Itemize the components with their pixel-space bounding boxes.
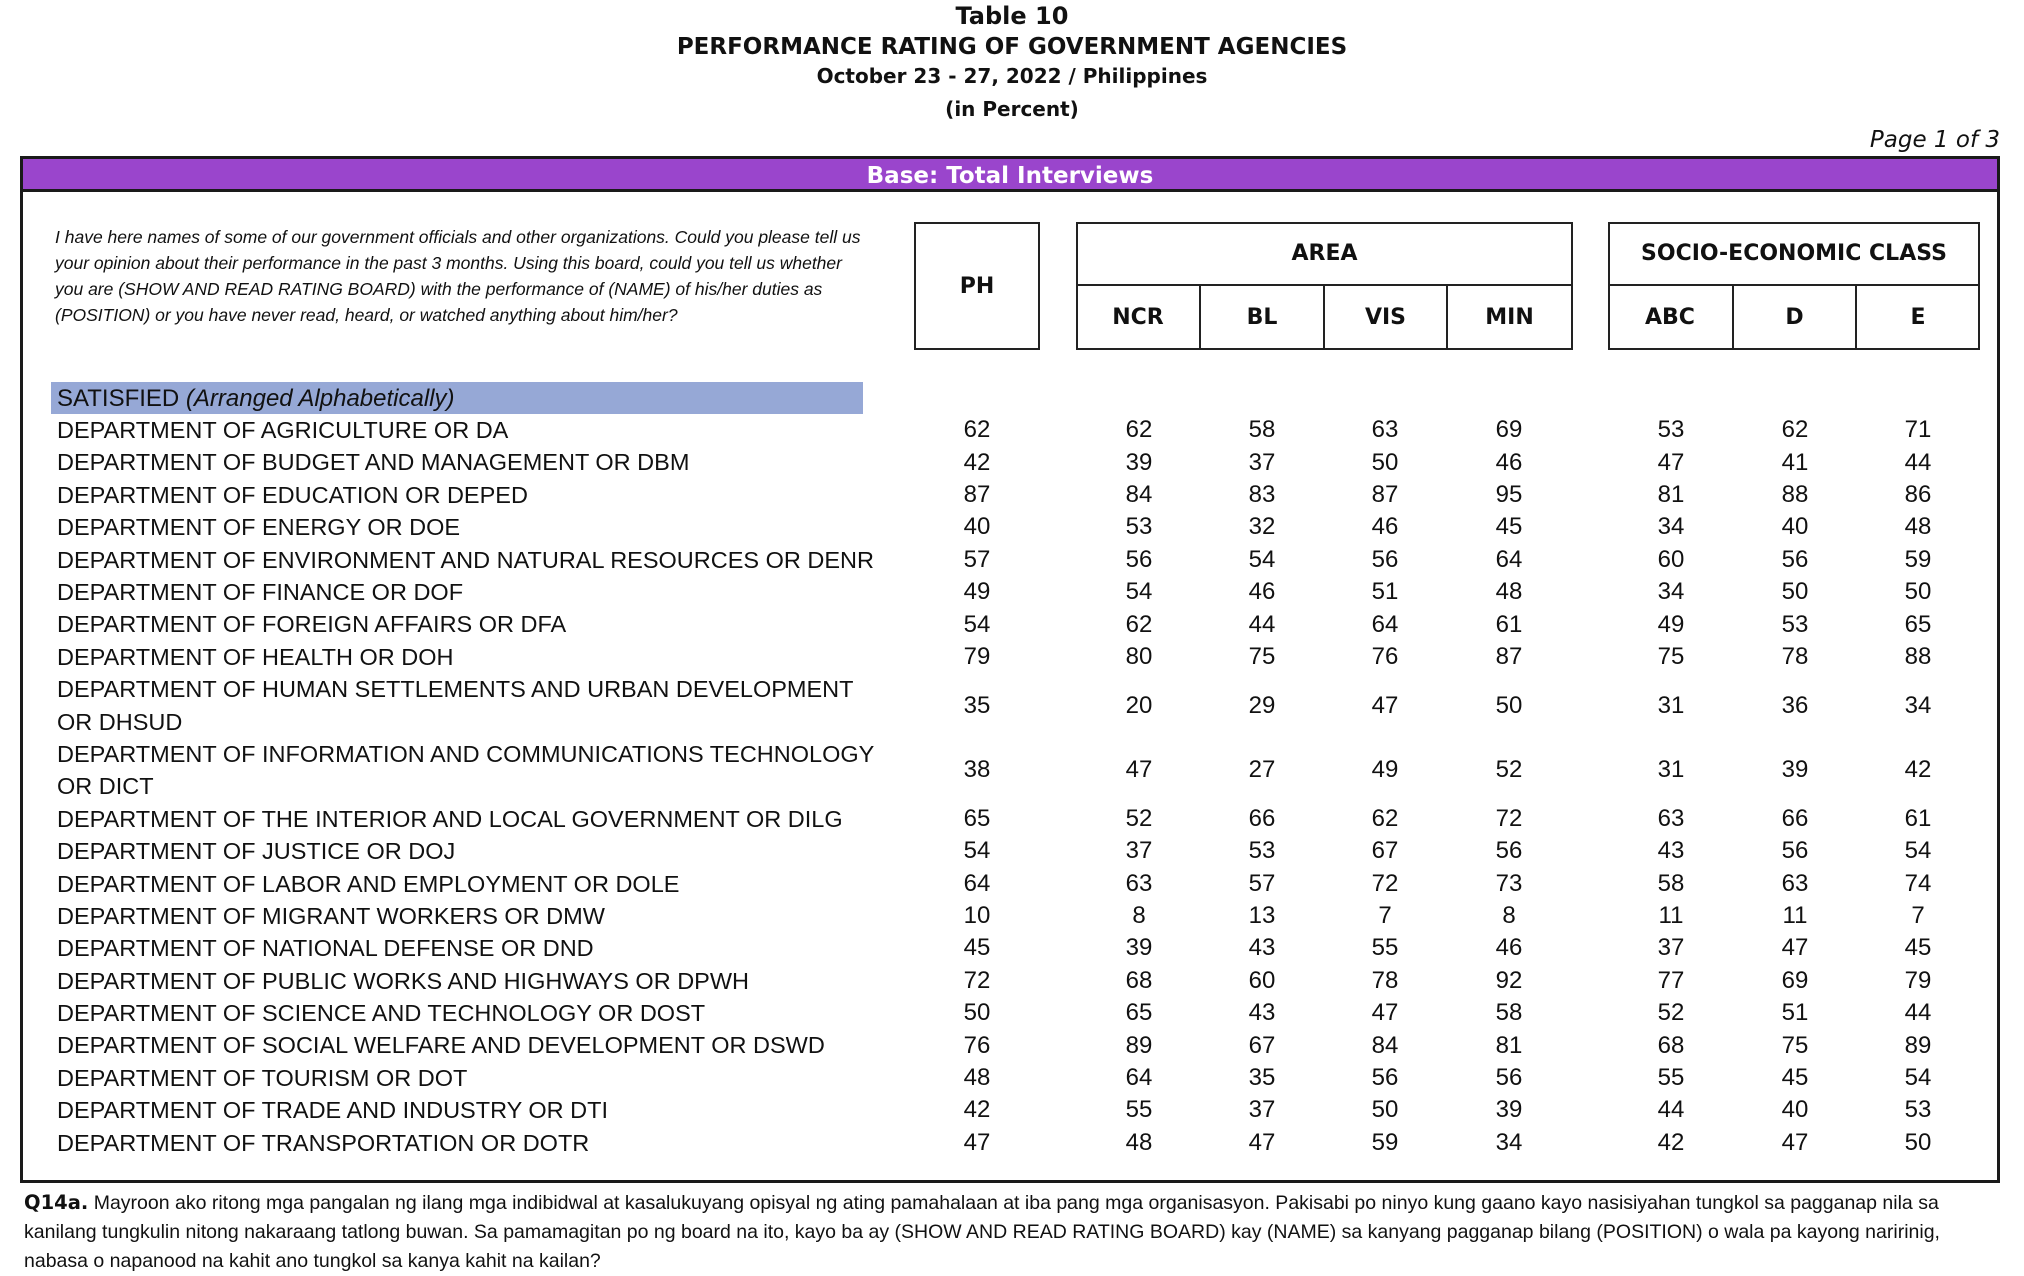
value-cell: 92 (1495, 966, 1523, 994)
value-cell: 87 (963, 480, 991, 508)
row-label: DEPARTMENT OF JUSTICE OR DOJ (57, 838, 456, 865)
value-cell: 66 (1248, 804, 1276, 832)
value-cell: 86 (1904, 480, 1932, 508)
row-label: DEPARTMENT OF THE INTERIOR AND LOCAL GOVERNMENT OR DILG (57, 805, 843, 832)
value-cell: 50 (1495, 691, 1523, 719)
row-label: DEPARTMENT OF EDUCATION OR DEPED (57, 481, 528, 508)
value-cell: 79 (963, 642, 991, 670)
value-cell: 42 (963, 1096, 991, 1124)
table-row (23, 997, 1997, 1029)
value-cell: 44 (1904, 448, 1932, 476)
row-label: DEPARTMENT OF FOREIGN AFFAIRS OR DFA (57, 611, 567, 638)
table-frame (20, 156, 2000, 1183)
value-cell: 61 (1904, 804, 1932, 832)
value-cell: 47 (963, 1128, 991, 1156)
value-cell: 53 (1248, 837, 1276, 865)
row-label: DEPARTMENT OF LABOR AND EMPLOYMENT OR DOLE (57, 870, 680, 897)
value-cell: 50 (1904, 1128, 1932, 1156)
value-cell: 64 (963, 869, 991, 897)
value-cell: 72 (1371, 869, 1399, 897)
footer-question (24, 1188, 2004, 1276)
value-cell: 40 (1781, 1096, 1809, 1124)
table-row (23, 932, 1997, 964)
table-title: PERFORMANCE RATING OF GOVERNMENT AGENCIES (676, 34, 1348, 60)
value-cell: 65 (963, 804, 991, 832)
table-row (23, 641, 1997, 673)
value-cell: 40 (1781, 513, 1809, 541)
value-cell: 49 (1371, 756, 1399, 784)
value-cell: 52 (1495, 756, 1523, 784)
value-cell: 88 (1904, 642, 1932, 670)
value-cell: 54 (1904, 1064, 1932, 1092)
value-cell: 48 (1904, 513, 1932, 541)
value-cell: 35 (1248, 1064, 1276, 1092)
row-label: DEPARTMENT OF TRANSPORTATION OR DOTR (57, 1129, 590, 1156)
value-cell: 54 (1904, 837, 1932, 865)
value-cell: 27 (1248, 756, 1276, 784)
value-cell: 50 (1904, 578, 1932, 606)
value-cell: 59 (1904, 545, 1932, 573)
value-cell: 81 (1657, 480, 1685, 508)
value-cell: 75 (1248, 642, 1276, 670)
value-cell: 51 (1371, 578, 1399, 606)
value-cell: 44 (1904, 999, 1932, 1027)
value-cell: 35 (963, 691, 991, 719)
col-header-d: D (1785, 305, 1804, 330)
value-cell: 64 (1495, 545, 1523, 573)
value-cell: 79 (1904, 966, 1932, 994)
value-cell: 39 (1781, 756, 1809, 784)
value-cell: 53 (1781, 610, 1809, 638)
value-cell: 59 (1371, 1128, 1399, 1156)
col-header-vis: VIS (1364, 305, 1407, 330)
value-cell: 53 (1904, 1096, 1932, 1124)
row-label: DEPARTMENT OF FINANCE OR DOF (57, 578, 464, 605)
value-cell: 69 (1781, 966, 1809, 994)
value-cell: 47 (1125, 756, 1153, 784)
value-cell: 83 (1248, 480, 1276, 508)
value-cell: 67 (1248, 1031, 1276, 1059)
value-cell: 87 (1495, 642, 1523, 670)
value-cell: 62 (1371, 804, 1399, 832)
value-cell: 75 (1781, 1031, 1809, 1059)
table-row (23, 479, 1997, 511)
row-label: DEPARTMENT OF ENVIRONMENT AND NATURAL RESOURCES OR DENR (57, 546, 874, 573)
value-cell: 56 (1495, 837, 1523, 865)
value-cell: 49 (1657, 610, 1685, 638)
value-cell: 54 (963, 610, 991, 638)
value-cell: 7 (1378, 902, 1392, 930)
value-cell: 73 (1495, 869, 1523, 897)
value-cell: 36 (1781, 691, 1809, 719)
value-cell: 43 (1248, 934, 1276, 962)
value-cell: 80 (1125, 642, 1153, 670)
row-label: DEPARTMENT OF ENERGY OR DOE (57, 514, 461, 541)
col-header-min: MIN (1485, 305, 1534, 330)
value-cell: 57 (1248, 869, 1276, 897)
section-satisfied (51, 382, 863, 414)
value-cell: 64 (1125, 1064, 1153, 1092)
value-cell: 39 (1125, 448, 1153, 476)
table-row (23, 900, 1997, 932)
value-cell: 60 (1248, 966, 1276, 994)
value-cell: 50 (963, 999, 991, 1027)
value-cell: 56 (1781, 837, 1809, 865)
value-cell: 46 (1248, 578, 1276, 606)
value-cell: 63 (1781, 869, 1809, 897)
col-header-e: E (1910, 305, 1926, 330)
table-row (23, 544, 1997, 576)
value-cell: 56 (1781, 545, 1809, 573)
value-cell: 34 (1495, 1128, 1523, 1156)
section-note: (Arranged Alphabetically) (185, 385, 455, 412)
value-cell: 69 (1495, 416, 1523, 444)
value-cell: 84 (1125, 480, 1153, 508)
value-cell: 47 (1371, 691, 1399, 719)
value-cell: 50 (1371, 448, 1399, 476)
value-cell: 20 (1125, 691, 1153, 719)
row-label: DEPARTMENT OF TOURISM OR DOT (57, 1064, 468, 1091)
value-cell: 87 (1371, 480, 1399, 508)
table-row (23, 868, 1997, 900)
value-cell: 68 (1125, 966, 1153, 994)
value-cell: 81 (1495, 1031, 1523, 1059)
value-cell: 42 (963, 448, 991, 476)
value-cell: 54 (963, 837, 991, 865)
value-cell: 45 (1495, 513, 1523, 541)
value-cell: 53 (1125, 513, 1153, 541)
value-cell: 31 (1657, 756, 1685, 784)
value-cell: 38 (963, 756, 991, 784)
value-cell: 44 (1657, 1096, 1685, 1124)
value-cell: 56 (1125, 545, 1153, 573)
value-cell: 62 (1781, 416, 1809, 444)
value-cell: 64 (1371, 610, 1399, 638)
value-cell: 58 (1495, 999, 1523, 1027)
value-cell: 88 (1781, 480, 1809, 508)
value-cell: 34 (1657, 513, 1685, 541)
value-cell: 84 (1371, 1031, 1399, 1059)
value-cell: 61 (1495, 610, 1523, 638)
row-label: DEPARTMENT OF BUDGET AND MANAGEMENT OR DBM (57, 449, 690, 476)
value-cell: 52 (1657, 999, 1685, 1027)
value-cell: 76 (1371, 642, 1399, 670)
value-cell: 29 (1248, 691, 1276, 719)
value-cell: 11 (1782, 902, 1808, 930)
value-cell: 66 (1781, 804, 1809, 832)
question-english: I have here names of some of our government officials and other organizations. Could you please tell us your opinion about their performance in the past 3 months. Using this board, could you tell us whether you are (SHOW AND READ RATING BOARD) with the performance of (NAME) of his/her duties as (POSITION) or you have never read, heard, or watched anything about him/her? (55, 227, 861, 325)
value-cell: 42 (1904, 756, 1932, 784)
value-cell: 56 (1495, 1064, 1523, 1092)
value-cell: 11 (1658, 902, 1684, 930)
table-row (23, 511, 1997, 543)
table-row (23, 576, 1997, 608)
value-cell: 52 (1125, 804, 1153, 832)
table-row (23, 1062, 1997, 1094)
value-cell: 37 (1657, 934, 1685, 962)
value-cell: 40 (963, 513, 991, 541)
value-cell: 89 (1125, 1031, 1153, 1059)
base-band: Base: Total Interviews (23, 159, 1997, 192)
value-cell: 42 (1657, 1128, 1685, 1156)
value-cell: 46 (1495, 448, 1523, 476)
value-cell: 13 (1248, 902, 1276, 930)
value-cell: 78 (1371, 966, 1399, 994)
value-cell: 47 (1371, 999, 1399, 1027)
value-cell: 58 (1657, 869, 1685, 897)
value-cell: 39 (1125, 934, 1153, 962)
row-label: DEPARTMENT OF TRADE AND INDUSTRY OR DTI (57, 1097, 609, 1124)
table-row (23, 803, 1997, 835)
page-number: Page 1 of 3 (1869, 127, 2000, 153)
value-cell: 77 (1657, 966, 1685, 994)
value-cell: 65 (1904, 610, 1932, 638)
value-cell: 65 (1125, 999, 1153, 1027)
value-cell: 41 (1781, 448, 1809, 476)
value-cell: 34 (1657, 578, 1685, 606)
value-cell: 8 (1502, 902, 1516, 930)
value-cell: 48 (963, 1064, 991, 1092)
value-cell: 43 (1657, 837, 1685, 865)
value-cell: 63 (1125, 869, 1153, 897)
value-cell: 62 (1125, 416, 1153, 444)
table-row (23, 1094, 1997, 1126)
value-cell: 60 (1657, 545, 1685, 573)
value-cell: 46 (1371, 513, 1399, 541)
table-row (23, 1127, 1997, 1159)
ph-header: PH (959, 273, 995, 299)
table-row (23, 738, 1997, 803)
value-cell: 50 (1781, 578, 1809, 606)
value-cell: 78 (1781, 642, 1809, 670)
value-cell: 62 (1125, 610, 1153, 638)
value-cell: 48 (1495, 578, 1523, 606)
value-cell: 49 (963, 578, 991, 606)
value-cell: 76 (963, 1031, 991, 1059)
sec-header: SOCIO-ECONOMIC CLASS (1641, 241, 1947, 266)
value-cell: 39 (1495, 1096, 1523, 1124)
col-header-ncr: NCR (1112, 305, 1164, 330)
value-cell: 47 (1248, 1128, 1276, 1156)
value-cell: 55 (1371, 934, 1399, 962)
value-cell: 56 (1371, 545, 1399, 573)
value-cell: 46 (1495, 934, 1523, 962)
value-cell: 67 (1371, 837, 1399, 865)
footer-qid: Q14a. (24, 1191, 89, 1214)
value-cell: 62 (963, 416, 991, 444)
value-cell: 47 (1781, 1128, 1809, 1156)
value-cell: 56 (1371, 1064, 1399, 1092)
table-row (23, 608, 1997, 640)
data-rows (23, 414, 1997, 1159)
value-cell: 63 (1657, 804, 1685, 832)
value-cell: 95 (1495, 480, 1523, 508)
value-cell: 45 (1904, 934, 1932, 962)
table-row (23, 965, 1997, 997)
value-cell: 57 (963, 545, 991, 573)
row-label: DEPARTMENT OF SOCIAL WELFARE AND DEVELOPMENT OR DSWD (57, 1032, 825, 1059)
value-cell: 31 (1657, 691, 1685, 719)
col-header-abc: ABC (1645, 305, 1695, 330)
table-row (23, 673, 1997, 738)
value-cell: 72 (1495, 804, 1523, 832)
value-cell: 63 (1371, 416, 1399, 444)
row-label: DEPARTMENT OF INFORMATION AND COMMUNICATIONS TECHNOLOGY OR DICT (57, 740, 874, 800)
table-unit: (in Percent) (945, 97, 1079, 121)
value-cell: 47 (1781, 934, 1809, 962)
col-header-bl: BL (1246, 305, 1278, 330)
area-header: AREA (1291, 241, 1358, 266)
row-label: DEPARTMENT OF AGRICULTURE OR DA (57, 417, 509, 443)
table-row (23, 446, 1997, 478)
value-cell: 58 (1248, 416, 1276, 444)
value-cell: 44 (1248, 610, 1276, 638)
row-label: DEPARTMENT OF HEALTH OR DOH (57, 643, 454, 670)
row-label: DEPARTMENT OF SCIENCE AND TECHNOLOGY OR DOST (57, 1000, 706, 1027)
value-cell: 71 (1904, 416, 1932, 444)
value-cell: 43 (1248, 999, 1276, 1027)
value-cell: 34 (1904, 691, 1932, 719)
section-label: SATISFIED (57, 385, 180, 412)
row-label: DEPARTMENT OF PUBLIC WORKS AND HIGHWAYS OR DPWH (57, 967, 750, 994)
table-row (23, 1029, 1997, 1061)
value-cell: 37 (1125, 837, 1153, 865)
value-cell: 37 (1248, 1096, 1276, 1124)
row-label: DEPARTMENT OF HUMAN SETTLEMENTS AND URBAN DEVELOPMENT OR DHSUD (57, 676, 854, 735)
value-cell: 37 (1248, 448, 1276, 476)
value-cell: 51 (1781, 999, 1809, 1027)
value-cell: 8 (1132, 902, 1146, 930)
table-row (23, 835, 1997, 867)
value-cell: 55 (1657, 1064, 1685, 1092)
value-cell: 75 (1657, 642, 1685, 670)
table-number: Table 10 (955, 2, 1069, 30)
value-cell: 47 (1657, 448, 1685, 476)
value-cell: 89 (1904, 1031, 1932, 1059)
footer-text: Mayroon ako ritong mga pangalan ng ilang mga indibidwal at kasalukuyang opisyal ng ating pamahalaan at iba pang mga organisasyon. Pakisabi po ninyo kung gaano kayo nasisiyahan tungkol sa pagganap nila sa kanilang tungkulin nitong nakaraang tatlong buwan. Sa pamamagitan po ng board na ito, kayo ba ay (SHOW AND READ RATING BOARD) kay (NAME) sa kanyang pagganap bilang (POSITION) o wala pa kayong naririnig, nabasa o napanood na kahit ano tungkol sa kanya kahit na kailan? (24, 1192, 1940, 1272)
row-label: DEPARTMENT OF NATIONAL DEFENSE OR DND (57, 935, 594, 962)
value-cell: 32 (1248, 513, 1276, 541)
value-cell: 53 (1657, 416, 1685, 444)
table-subtitle: October 23 - 27, 2022 / Philippines (816, 64, 1208, 88)
table-row (23, 414, 1997, 446)
value-cell: 48 (1125, 1128, 1153, 1156)
value-cell: 45 (1781, 1064, 1809, 1092)
value-cell: 7 (1911, 902, 1925, 930)
value-cell: 54 (1125, 578, 1153, 606)
value-cell: 68 (1657, 1031, 1685, 1059)
value-cell: 55 (1125, 1096, 1153, 1124)
value-cell: 45 (963, 934, 991, 962)
value-cell: 10 (963, 902, 991, 930)
value-cell: 54 (1248, 545, 1276, 573)
value-cell: 50 (1371, 1096, 1399, 1124)
value-cell: 74 (1904, 869, 1932, 897)
value-cell: 72 (963, 966, 991, 994)
row-label: DEPARTMENT OF MIGRANT WORKERS OR DMW (57, 902, 605, 929)
